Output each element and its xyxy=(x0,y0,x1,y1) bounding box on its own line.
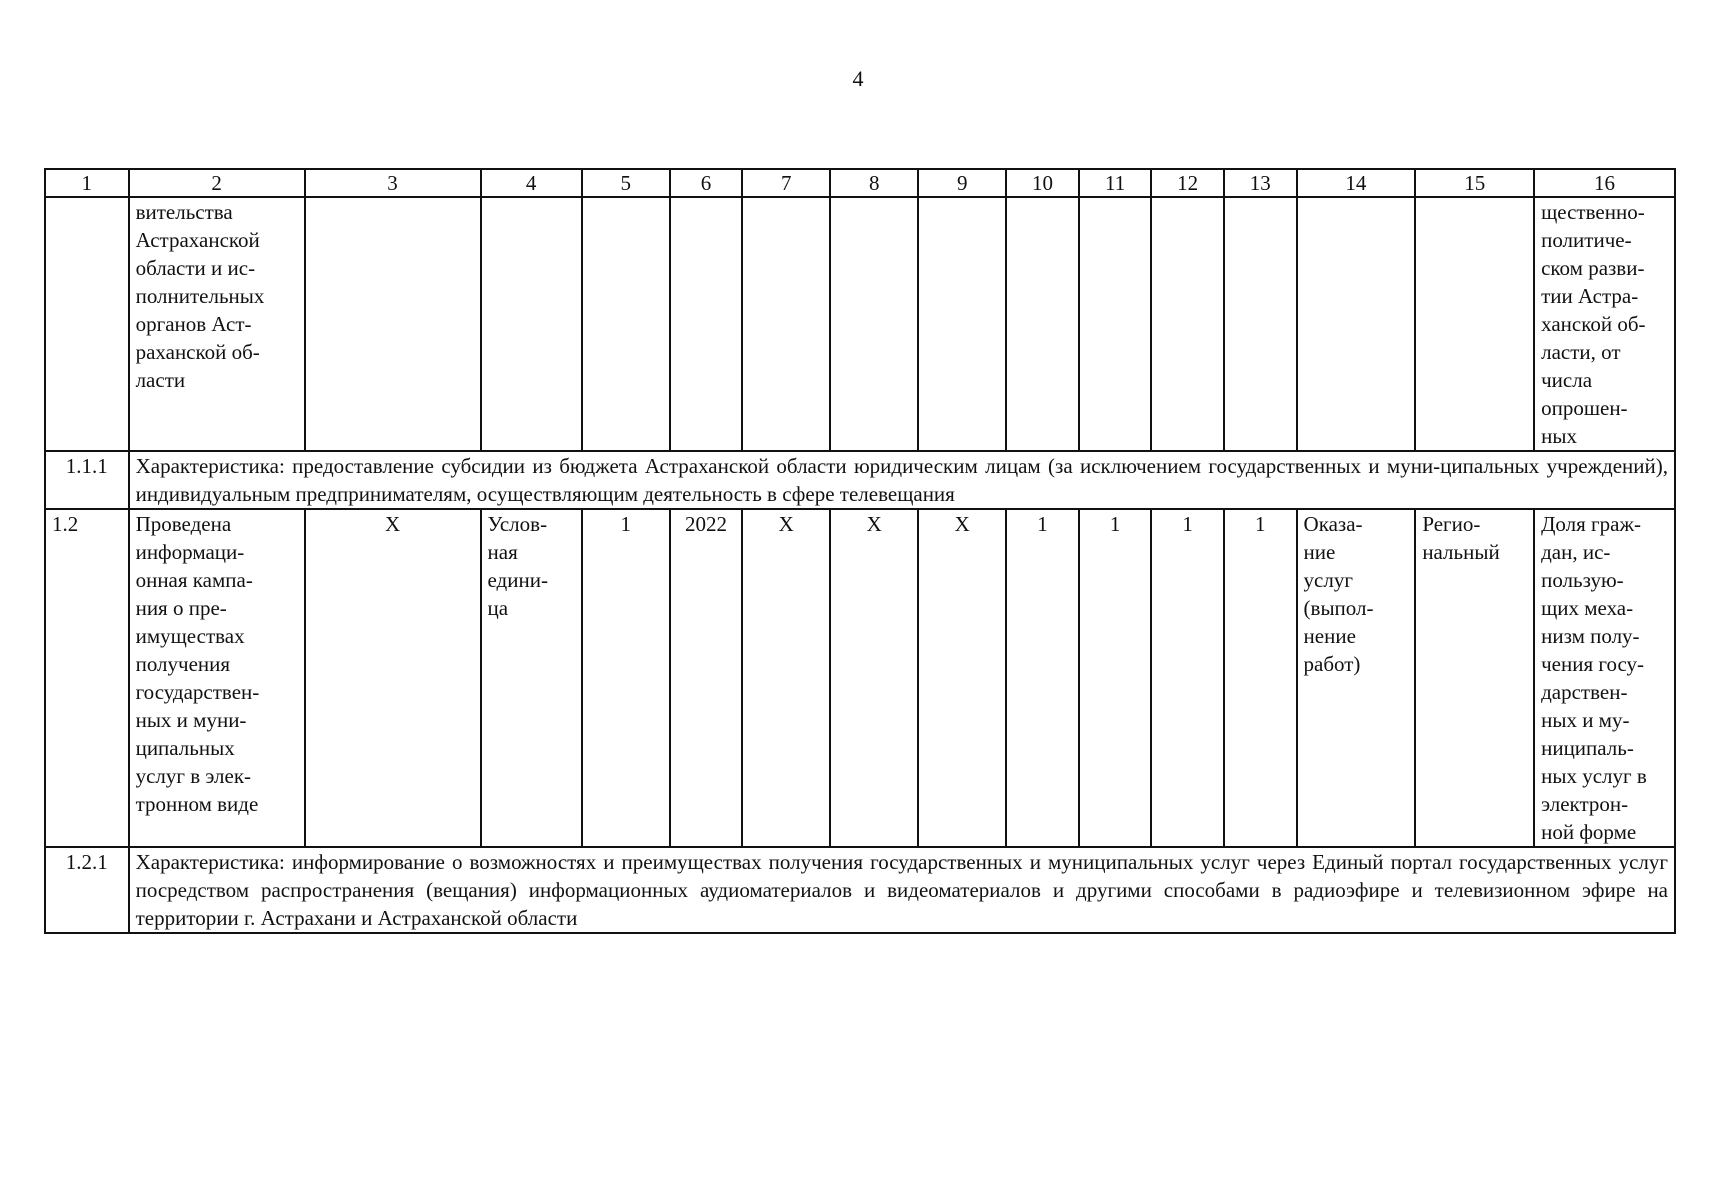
table-cell xyxy=(129,197,305,451)
cell-text: Доля граж- дан, ис- пользую- щих меха- низм полу- чения госу- дарствен- ных и му- ниципаль- ных услуг в электрон- ной форме xyxy=(1541,512,1647,844)
table-cell xyxy=(1224,197,1297,451)
table-cell: 1 xyxy=(1151,509,1224,847)
table-cell xyxy=(1415,197,1534,451)
header-cell: 12 xyxy=(1151,169,1224,197)
table-cell xyxy=(1151,197,1224,451)
header-cell: 1 xyxy=(45,169,129,197)
cell-text: щественно- политиче- ском разви- тии Астра- ханской об- ласти, от числа опрошен- ных xyxy=(1541,200,1646,448)
header-cell: 16 xyxy=(1534,169,1675,197)
header-cell: 2 xyxy=(129,169,305,197)
table-cell xyxy=(1415,509,1534,847)
cell-text: Услов- ная едини- ца xyxy=(487,512,548,620)
table-cell: X xyxy=(305,509,481,847)
table-cell: 1 xyxy=(1079,509,1152,847)
table-cell: X xyxy=(918,509,1006,847)
table-cell: X xyxy=(742,509,830,847)
table-cell xyxy=(1534,509,1675,847)
header-cell: 6 xyxy=(670,169,743,197)
table-cell xyxy=(1534,197,1675,451)
header-row xyxy=(45,169,1675,197)
table-cell xyxy=(918,197,1006,451)
header-cell: 5 xyxy=(582,169,670,197)
table-cell xyxy=(481,197,582,451)
table-cell xyxy=(1079,197,1152,451)
table-cell xyxy=(1006,197,1079,451)
table-cell xyxy=(305,197,481,451)
table-cell: 1 xyxy=(1224,509,1297,847)
table-cell xyxy=(481,509,582,847)
table-cell xyxy=(1297,509,1416,847)
table-cell xyxy=(582,197,670,451)
table-row-1-2 xyxy=(45,509,1675,847)
header-cell: 10 xyxy=(1006,169,1079,197)
header-cell: 9 xyxy=(918,169,1006,197)
table-cell: 2022 xyxy=(670,509,743,847)
header-cell: 13 xyxy=(1224,169,1297,197)
table-cell: 1 xyxy=(582,509,670,847)
table-cell xyxy=(129,509,305,847)
table-cell xyxy=(830,197,918,451)
row-number: 1.2 xyxy=(45,509,129,847)
cell-text: Оказа- ние услуг (выпол- нение работ) xyxy=(1303,512,1374,676)
header-cell: 8 xyxy=(830,169,918,197)
table-row-1-1-1 xyxy=(45,451,1675,509)
characteristic-text: Характеристика: информирование о возможностях и преимуществах получения государственных и муниципальных услуг через Единый портал государственных услуг посредством распространения (вещания) информационных аудиоматериалов и видеоматериалов и другими способами в радиоэфире и телевизионном эфире на территории г. Астрахани и Астраханской области xyxy=(129,847,1675,933)
header-cell: 14 xyxy=(1297,169,1416,197)
row-number: 1.2.1 xyxy=(45,847,129,933)
table-row-continued xyxy=(45,197,1675,451)
indicators-table xyxy=(44,168,1676,934)
header-cell: 15 xyxy=(1415,169,1534,197)
characteristic-text: Характеристика: предоставление субсидии из бюджета Астраханской области юридическим лицам (за исключением государственных и муни-ципальных учреждений), индивидуальным предпринимателям, осуществляющим деятельность в сфере телевещания xyxy=(129,451,1675,509)
table-row-1-2-1 xyxy=(45,847,1675,933)
table-cell xyxy=(670,197,743,451)
header-cell: 3 xyxy=(305,169,481,197)
header-cell: 7 xyxy=(742,169,830,197)
table-cell: 1 xyxy=(1006,509,1079,847)
header-cell: 4 xyxy=(481,169,582,197)
header-cell: 11 xyxy=(1079,169,1152,197)
page-number: 4 xyxy=(852,66,864,91)
row-number: 1.1.1 xyxy=(45,451,129,509)
cell-text: вительства Астраханской области и ис- полнительных органов Аст- раханской об- ласти xyxy=(135,200,265,392)
table-cell xyxy=(742,197,830,451)
table-cell xyxy=(1297,197,1416,451)
cell-text: Регио- нальный xyxy=(1422,512,1500,564)
table-cell xyxy=(45,197,129,451)
cell-text: Проведена информаци- онная кампа- ния о пре- имуществах получения государствен- ных и муни- ципальных услуг в элек- тронном виде xyxy=(135,512,260,816)
table-cell: X xyxy=(830,509,918,847)
